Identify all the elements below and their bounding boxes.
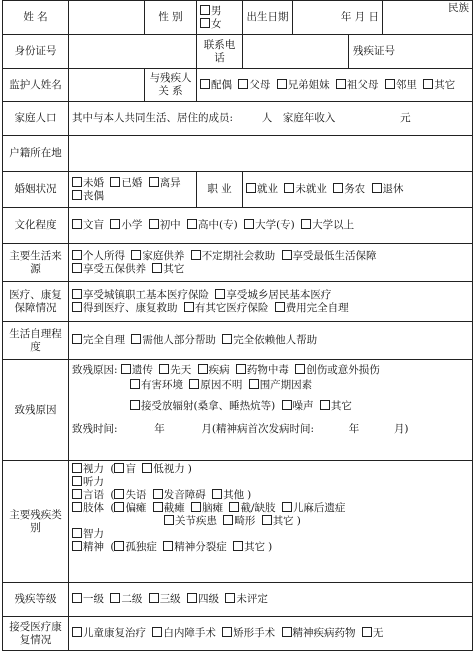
education-option[interactable]: 文盲 xyxy=(72,219,104,231)
row-ids xyxy=(3,35,473,69)
checkbox-icon[interactable] xyxy=(114,502,124,512)
education-option[interactable]: 大学(专) xyxy=(244,219,295,231)
grade-option[interactable]: 未评定 xyxy=(225,593,268,605)
occupation-option[interactable]: 退休 xyxy=(372,183,404,195)
row-guardian xyxy=(3,69,473,102)
relation-option[interactable]: 兄弟姐妹 xyxy=(277,79,330,91)
income-source-option[interactable]: 其它 xyxy=(152,263,184,275)
occupation-options xyxy=(243,172,473,208)
checkbox-icon[interactable] xyxy=(262,515,272,525)
cause-label: 致残原因 xyxy=(3,360,69,461)
checkbox-icon[interactable] xyxy=(246,183,256,193)
checkbox-icon[interactable] xyxy=(110,593,120,603)
ethnicity-label: 民族 xyxy=(448,2,469,14)
ethnicity-field[interactable] xyxy=(383,1,473,35)
checkbox-icon[interactable] xyxy=(301,219,311,229)
checkbox-icon[interactable] xyxy=(233,541,243,551)
birth-date-field[interactable] xyxy=(293,1,383,35)
marital-option[interactable]: 丧偶 xyxy=(72,190,104,202)
sub-option[interactable]: 偏瘫 xyxy=(114,502,146,514)
checkbox-icon[interactable] xyxy=(277,79,287,89)
cause-option[interactable]: 噪声 xyxy=(282,400,314,412)
gender-field[interactable] xyxy=(197,1,243,35)
medical-option[interactable]: 有其它医疗保险 xyxy=(184,302,269,314)
checkbox-icon[interactable] xyxy=(121,364,131,374)
checkbox-icon[interactable] xyxy=(164,515,174,525)
row-hukou xyxy=(3,136,473,172)
rehab-option[interactable]: 矫形手术 xyxy=(222,627,275,639)
rehab-option[interactable]: 白内障手术 xyxy=(152,627,216,639)
checkbox-icon[interactable] xyxy=(130,379,140,389)
birth-label: 出生日期 xyxy=(243,1,293,35)
cause-option[interactable]: 有害环境 xyxy=(130,379,183,391)
checkbox-icon[interactable] xyxy=(159,364,169,374)
row-household xyxy=(3,102,473,136)
cause-option[interactable]: 创伤或意外损伤 xyxy=(295,364,380,376)
cause-option[interactable]: 疾病 xyxy=(198,364,230,376)
selfcare-option[interactable]: 完全依赖他人帮助 xyxy=(222,334,317,346)
marital-label: 婚姻状况 xyxy=(3,172,69,208)
relation-option[interactable]: 父母 xyxy=(238,79,270,91)
education-option[interactable]: 大学以上 xyxy=(301,219,354,231)
household-label: 家庭人口 xyxy=(3,102,69,136)
guardian-label: 监护人姓名 xyxy=(3,69,69,102)
checkbox-icon[interactable] xyxy=(249,379,259,389)
cause-option[interactable]: 遗传 xyxy=(121,364,153,376)
checkbox-icon[interactable] xyxy=(72,627,82,637)
occupation-option[interactable]: 务农 xyxy=(333,183,365,195)
name-label: 姓 名 xyxy=(3,1,69,35)
income-label: 家庭年收入 xyxy=(282,112,336,124)
category-option[interactable]: 听力 xyxy=(72,476,104,488)
income-source-option[interactable]: 享受五保供养 xyxy=(72,263,146,275)
marital-option[interactable]: 已婚 xyxy=(110,177,142,189)
medical-options xyxy=(69,282,473,322)
row-income-source xyxy=(3,244,473,282)
checkbox-icon[interactable] xyxy=(282,502,292,512)
medical-option[interactable]: 得到医疗、康复救助 xyxy=(72,302,178,314)
gender-label: 性 别 xyxy=(145,1,197,35)
medical-label: 医疗、康复保障情况 xyxy=(3,282,69,322)
checkbox-icon[interactable] xyxy=(72,263,82,273)
category-option[interactable]: 精神 xyxy=(72,541,104,553)
selfcare-label: 生活自理程 度 xyxy=(3,322,69,360)
time-title: 致残时间: xyxy=(72,423,118,435)
checkbox-icon[interactable] xyxy=(284,183,294,193)
checkbox-icon[interactable] xyxy=(152,263,162,273)
checkbox-icon[interactable] xyxy=(163,541,173,551)
checkbox-icon[interactable] xyxy=(229,502,239,512)
checkbox-icon[interactable] xyxy=(238,79,248,89)
sub-option[interactable]: 其它 xyxy=(233,541,265,553)
category-option[interactable]: 智力 xyxy=(72,528,104,540)
sub-option[interactable]: 其它 xyxy=(262,515,294,527)
checkbox-icon[interactable] xyxy=(72,177,82,187)
hukou-field[interactable] xyxy=(69,136,473,172)
checkbox-icon[interactable] xyxy=(282,627,292,637)
checkbox-icon[interactable] xyxy=(336,79,346,89)
checkbox-icon[interactable] xyxy=(215,289,225,299)
checkbox-icon[interactable] xyxy=(200,79,210,89)
checkbox-icon[interactable] xyxy=(282,250,292,260)
checkbox-icon[interactable] xyxy=(225,593,235,603)
checkbox-icon[interactable] xyxy=(275,302,285,312)
sub-option[interactable]: 畸形 xyxy=(223,515,255,527)
row-disability-category xyxy=(3,461,473,583)
checkbox-icon[interactable] xyxy=(191,502,201,512)
income-source-option[interactable]: 家庭供养 xyxy=(131,250,184,262)
disability-id-label: 残疾证号 xyxy=(353,45,395,57)
checkbox-icon[interactable] xyxy=(222,627,232,637)
selfcare-options xyxy=(69,322,473,360)
cohabit-text: 其中与本人共同生活、居住的成员: xyxy=(72,112,234,124)
medical-option[interactable]: 享受城镇职工基本医疗保险 xyxy=(72,289,209,301)
checkbox-icon[interactable] xyxy=(212,489,222,499)
education-options xyxy=(69,208,473,244)
cause-option[interactable]: 药物中毒 xyxy=(236,364,289,376)
checkbox-icon[interactable] xyxy=(320,400,330,410)
rehab-label: 接受医疗康复情况 xyxy=(3,617,69,651)
sub-option[interactable]: 儿麻后遗症 xyxy=(282,502,346,514)
checkbox-icon[interactable] xyxy=(114,463,124,473)
row-self-care xyxy=(3,322,473,360)
grade-options xyxy=(69,583,473,617)
relation-options xyxy=(197,69,473,102)
cause-option[interactable]: 先天 xyxy=(159,364,191,376)
medical-option[interactable]: 费用完全自理 xyxy=(275,302,349,314)
checkbox-icon[interactable] xyxy=(152,627,162,637)
income-source-option[interactable]: 个人所得 xyxy=(72,250,125,262)
id-label: 身份证号 xyxy=(3,35,69,69)
name-field[interactable] xyxy=(69,1,145,35)
education-label: 文化程度 xyxy=(3,208,69,244)
sub-option[interactable]: 脑瘫 xyxy=(191,502,223,514)
sub-option[interactable]: 盲 xyxy=(114,463,136,475)
income-source-option[interactable]: 不定期社会救助 xyxy=(191,250,276,262)
checkbox-icon[interactable] xyxy=(131,334,141,344)
cause-title: 致残原因: xyxy=(72,364,118,376)
disability-time-line[interactable]: 致残时间: 年 月(精神病首次发病时间: 年 月) xyxy=(72,423,409,435)
checkbox-icon[interactable] xyxy=(72,476,82,486)
row-rehab xyxy=(3,617,473,651)
relation-option[interactable]: 祖父母 xyxy=(336,79,379,91)
checkbox-icon[interactable] xyxy=(191,250,201,260)
checkbox-icon[interactable] xyxy=(110,177,120,187)
yuan-unit: 元 xyxy=(400,112,411,124)
grade-option[interactable]: 二级 xyxy=(110,593,142,605)
checkbox-icon[interactable] xyxy=(236,364,246,374)
checkbox-icon[interactable] xyxy=(244,219,254,229)
checkbox-icon[interactable] xyxy=(385,79,395,89)
education-option[interactable]: 初中 xyxy=(149,219,181,231)
checkbox-icon[interactable] xyxy=(153,489,163,499)
row-disability-cause xyxy=(3,360,473,461)
cause-option[interactable]: 围产期因素 xyxy=(249,379,313,391)
relation-label: 与残疾人关 系 xyxy=(145,69,197,102)
marital-options xyxy=(69,172,197,208)
checkbox-icon[interactable] xyxy=(72,219,82,229)
income-source-option[interactable]: 享受最低生活保障 xyxy=(282,250,377,262)
checkbox-icon[interactable] xyxy=(362,627,372,637)
marital-option[interactable]: 未婚 xyxy=(72,177,104,189)
checkbox-icon[interactable] xyxy=(149,177,159,187)
rehab-option[interactable]: 无 xyxy=(362,627,384,639)
checkbox-icon[interactable] xyxy=(333,183,343,193)
selfcare-option[interactable]: 需他人部分帮助 xyxy=(131,334,216,346)
checkbox-icon[interactable] xyxy=(184,302,194,312)
checkbox-icon[interactable] xyxy=(110,219,120,229)
checkbox-icon[interactable] xyxy=(72,302,82,312)
cause-option[interactable]: 原因不明 xyxy=(189,379,242,391)
category-option[interactable]: 视力 xyxy=(72,463,104,475)
row-education xyxy=(3,208,473,244)
income-source-label: 主要生活来 源 xyxy=(3,244,69,282)
checkbox-icon[interactable] xyxy=(131,250,141,260)
selfcare-option[interactable]: 完全自理 xyxy=(72,334,125,346)
cause-option[interactable]: 接受放辐射(桑拿、睡热炕等) xyxy=(130,400,275,412)
checkbox-icon[interactable] xyxy=(187,219,197,229)
cause-options xyxy=(69,360,473,461)
checkbox-icon[interactable] xyxy=(223,515,233,525)
checkbox-icon[interactable] xyxy=(72,541,82,551)
category-label: 主要残疾类别 xyxy=(3,461,69,583)
checkbox-icon[interactable] xyxy=(72,250,82,260)
rehab-option[interactable]: 精神疾病药物 xyxy=(282,627,356,639)
marital-option[interactable]: 离异 xyxy=(149,177,181,189)
male-option: 男 xyxy=(211,4,222,17)
grade-option[interactable]: 一级 xyxy=(72,593,104,605)
sub-option[interactable]: 孤独症 xyxy=(114,541,157,553)
checkbox-icon[interactable] xyxy=(222,334,232,344)
rehab-option[interactable]: 儿童康复治疗 xyxy=(72,627,146,639)
checkbox-icon[interactable] xyxy=(72,334,82,344)
hukou-label: 户籍所在地 xyxy=(3,136,69,172)
checkbox-icon[interactable] xyxy=(114,541,124,551)
category-option[interactable]: 言语 xyxy=(72,489,104,501)
checkbox-icon[interactable] xyxy=(142,463,152,473)
id-field[interactable] xyxy=(69,35,197,69)
year-month-day: 年 月 日 xyxy=(340,11,379,23)
grade-label: 残疾等级 xyxy=(3,583,69,617)
occupation-option[interactable]: 就业 xyxy=(246,183,278,195)
sub-option[interactable]: 失语 xyxy=(114,489,146,501)
checkbox-icon[interactable] xyxy=(72,528,82,538)
checkbox-icon[interactable] xyxy=(130,400,140,410)
checkbox-icon[interactable] xyxy=(149,593,159,603)
checkbox-icon[interactable] xyxy=(72,489,82,499)
medical-option[interactable]: 享受城乡居民基本医疗 xyxy=(215,289,331,301)
checkbox-icon[interactable] xyxy=(295,364,305,374)
checkbox-icon[interactable] xyxy=(114,489,124,499)
relation-option[interactable]: 配偶 xyxy=(200,79,232,91)
relation-option[interactable]: 其它 xyxy=(423,79,455,91)
checkbox-icon[interactable] xyxy=(72,289,82,299)
checkbox-icon[interactable] xyxy=(200,5,210,15)
checkbox-icon[interactable] xyxy=(198,364,208,374)
sub-option[interactable]: 截瘫 xyxy=(153,502,185,514)
disability-id-field[interactable] xyxy=(349,35,473,69)
form-table xyxy=(2,0,473,651)
cause-option[interactable]: 其它 xyxy=(320,400,352,412)
sub-option[interactable]: 关节疾患 xyxy=(164,515,217,527)
category-option[interactable]: 肢体 xyxy=(72,502,104,514)
checkbox-icon[interactable] xyxy=(72,593,82,603)
checkbox-icon[interactable] xyxy=(189,379,199,389)
person-unit: 人 xyxy=(261,112,273,124)
grade-option[interactable]: 三级 xyxy=(149,593,181,605)
checkbox-icon[interactable] xyxy=(200,18,210,28)
row-disability-grade xyxy=(3,583,473,617)
relation-option[interactable]: 邻里 xyxy=(385,79,417,91)
sub-option[interactable]: 截/缺肢 xyxy=(229,502,275,514)
occupation-label: 职 业 xyxy=(197,172,243,208)
sub-option[interactable]: 低视力 xyxy=(142,463,185,475)
checkbox-icon[interactable] xyxy=(72,463,82,473)
education-option[interactable]: 高中(专) xyxy=(187,219,238,231)
phone-field[interactable] xyxy=(243,35,349,69)
sub-option[interactable]: 精神分裂症 xyxy=(163,541,227,553)
occupation-option[interactable]: 未就业 xyxy=(284,183,327,195)
row-medical-insurance xyxy=(3,282,473,322)
sub-option[interactable]: 发音障碍 xyxy=(153,489,206,501)
sub-option[interactable]: 其他 xyxy=(212,489,244,501)
checkbox-icon[interactable] xyxy=(72,502,82,512)
rehab-options xyxy=(69,617,473,651)
row-basic-info xyxy=(3,1,473,35)
phone-label: 联系电话 xyxy=(197,35,243,69)
checkbox-icon[interactable] xyxy=(282,400,292,410)
guardian-field[interactable] xyxy=(69,69,145,102)
checkbox-icon[interactable] xyxy=(153,502,163,512)
checkbox-icon[interactable] xyxy=(149,219,159,229)
income-source-options xyxy=(69,244,473,282)
category-options: 视力 ( 盲 低视力 ) 听力 言语 ( 失语 发音障碍 其他 ) 肢体 ( 偏瘫 截瘫 脑瘫 截/缺肢 儿麻后遗症 关节疾患 畸形 其它 ) 智力 精神 ( 孤独症 精神分裂症 其它 ) xyxy=(69,461,473,583)
education-option[interactable]: 小学 xyxy=(110,219,142,231)
household-info[interactable] xyxy=(69,102,473,136)
female-option: 女 xyxy=(211,17,222,30)
checkbox-icon[interactable] xyxy=(372,183,382,193)
row-marital-occupation xyxy=(3,172,473,208)
checkbox-icon[interactable] xyxy=(423,79,433,89)
checkbox-icon[interactable] xyxy=(187,593,197,603)
grade-option[interactable]: 四级 xyxy=(187,593,219,605)
checkbox-icon[interactable] xyxy=(72,190,82,200)
